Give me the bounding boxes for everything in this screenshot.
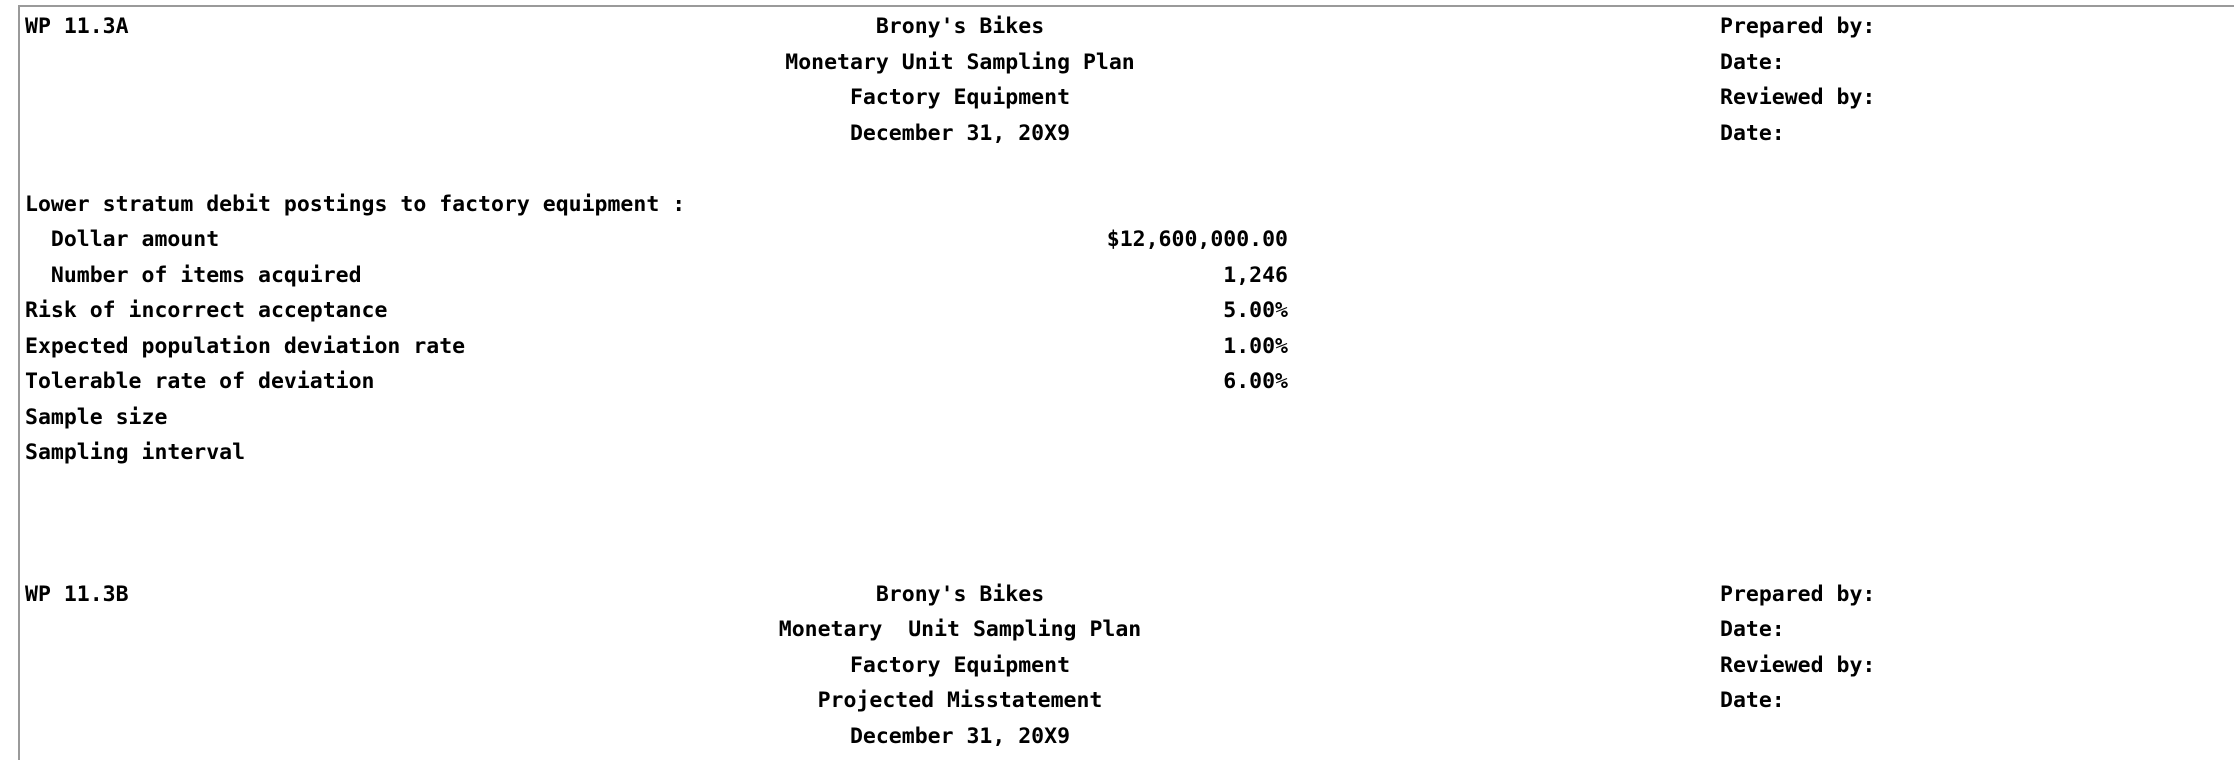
wp-a-period-date: December 31, 20X9 (849, 121, 1071, 146)
wp-b-account-title: Factory Equipment (849, 653, 1071, 678)
row-value-expected-deviation-rate: 1.00% (1223, 334, 1288, 359)
wp-b-company-name: Brony's Bikes (875, 582, 1045, 607)
sheet-top-border (19, 5, 2234, 7)
wp-a-section-heading: Lower stratum debit postings to factory equipment : (25, 192, 686, 217)
wp-a-reviewed-by-label: Reviewed by: (1720, 85, 1876, 110)
wp-b-projected-misstatement-title: Projected Misstatement (817, 688, 1103, 713)
wp-a-account-title: Factory Equipment (849, 85, 1071, 110)
wp-b-plan-title: Monetary Unit Sampling Plan (778, 617, 1142, 642)
wp-a-reference: WP 11.3A (25, 14, 129, 39)
row-label-tolerable-deviation-rate: Tolerable rate of deviation (25, 369, 375, 394)
wp-a-plan-title: Monetary Unit Sampling Plan (785, 50, 1135, 75)
sheet-left-border (18, 5, 20, 760)
row-label-risk-of-incorrect-acceptance: Risk of incorrect acceptance (25, 298, 388, 323)
wp-a-review-date-label: Date: (1720, 121, 1785, 146)
row-value-dollar-amount: $12,600,000.00 (1106, 227, 1288, 252)
row-label-dollar-amount: Dollar amount (25, 227, 220, 252)
wp-b-review-date-label: Date: (1720, 688, 1785, 713)
wp-a-company-name: Brony's Bikes (875, 14, 1045, 39)
wp-b-prepared-by-label: Prepared by: (1720, 582, 1876, 607)
wp-b-reference: WP 11.3B (25, 582, 129, 607)
row-label-number-of-items: Number of items acquired (25, 263, 362, 288)
row-value-risk-of-incorrect-acceptance: 5.00% (1223, 298, 1288, 323)
row-label-sampling-interval: Sampling interval (25, 440, 246, 465)
wp-b-reviewed-by-label: Reviewed by: (1720, 653, 1876, 678)
row-value-number-of-items: 1,246 (1223, 263, 1288, 288)
wp-b-period-date: December 31, 20X9 (849, 724, 1071, 749)
row-value-tolerable-deviation-rate: 6.00% (1223, 369, 1288, 394)
wp-a-date-label: Date: (1720, 50, 1785, 75)
row-label-expected-deviation-rate: Expected population deviation rate (25, 334, 466, 359)
row-label-sample-size: Sample size (25, 405, 168, 430)
wp-a-prepared-by-label: Prepared by: (1720, 14, 1876, 39)
wp-b-date-label: Date: (1720, 617, 1785, 642)
